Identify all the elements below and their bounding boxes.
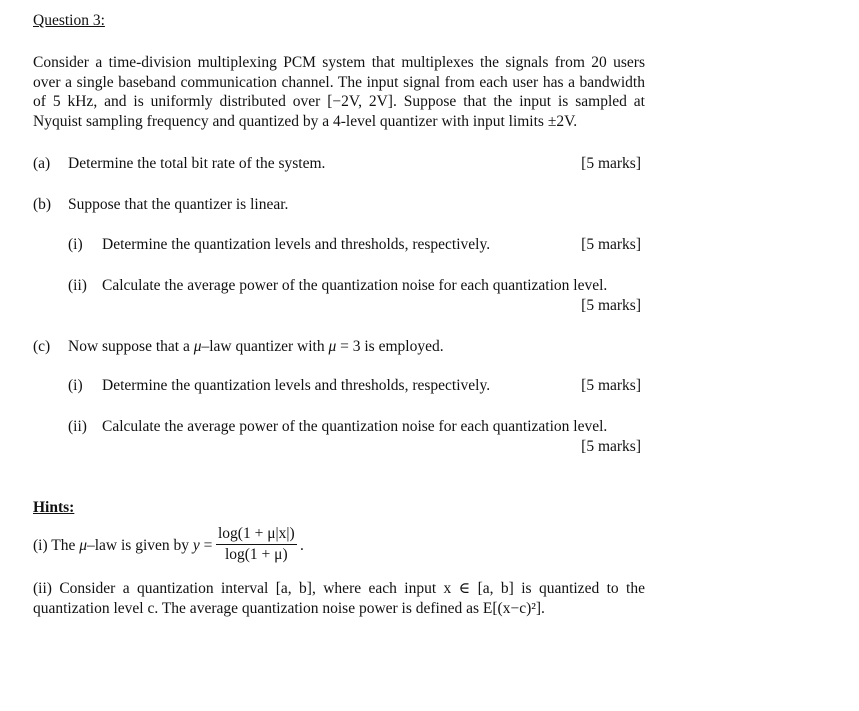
part-c-text-mid: –law quantizer with [201,338,329,355]
mu-symbol: μ [328,338,337,355]
formula-denominator: log(1 + μ) [224,546,288,563]
part-b-ii-marks: [5 marks] [581,297,641,314]
hint-1-y: y [192,537,200,554]
question-intro: Consider a time-division multiplexing PCM system that multiplexes the signals from 20 users over a single baseband communication channel. The input signal from each user has a bandwidth of 5 kHz, and is uniformly distributed over [−2V, 2V]. Suppose that the input is sampled at Nyquist sampling frequency and quantized by a 4-level quantizer with input limits ±2V. [33,54,645,130]
part-c-text-post: = 3 is employed. [336,338,444,355]
mu-symbol: μ [79,537,87,554]
formula-numerator: log(1 + μ|x|) [218,525,295,542]
part-b-i-marks: [5 marks] [581,236,641,253]
part-c-text [68,338,444,356]
part-c-i-text: Determine the quantization levels and thresholds, respectively. [102,377,491,394]
part-c-i-label: (i) [68,377,83,394]
part-c-i-marks: [5 marks] [581,377,641,394]
part-c-label: (c) [33,338,51,355]
mu-law-formula [216,525,297,564]
part-c-ii-label: (ii) [68,418,87,435]
hint-1-eq: = [199,537,213,554]
hints-title: Hints: [33,499,75,516]
part-a-label: (a) [33,155,51,172]
hint-2: (ii) Consider a quantization interval [a, b], where each input x ∈ [a, b] is quantized to the quantization level c. The average quantization noise power is defined as E[(x−c)²]. [33,580,645,617]
part-c-ii-marks: [5 marks] [581,438,641,455]
fraction-bar [216,544,297,545]
part-a-marks: [5 marks] [581,155,641,172]
question-title: Question 3: [33,12,105,29]
hint-1-mid: –law is given by [86,537,193,554]
part-b-label: (b) [33,196,52,213]
part-a-text: Determine the total bit rate of the system. [68,155,326,172]
hint-1 [33,537,212,555]
hint-1-period: . [300,537,304,554]
part-c-text-pre: Now suppose that a [68,338,194,355]
part-c-ii-text: Calculate the average power of the quantization noise for each quantization level. [102,418,608,435]
part-b-i-text: Determine the quantization levels and thresholds, respectively. [102,236,491,253]
part-b-ii-label: (ii) [68,277,87,294]
part-b-ii-text: Calculate the average power of the quantization noise for each quantization level. [102,277,608,294]
hint-1-pre: (i) The [33,537,80,554]
part-b-text: Suppose that the quantizer is linear. [68,196,289,213]
part-b-i-label: (i) [68,236,83,253]
mu-symbol: μ [193,338,202,355]
